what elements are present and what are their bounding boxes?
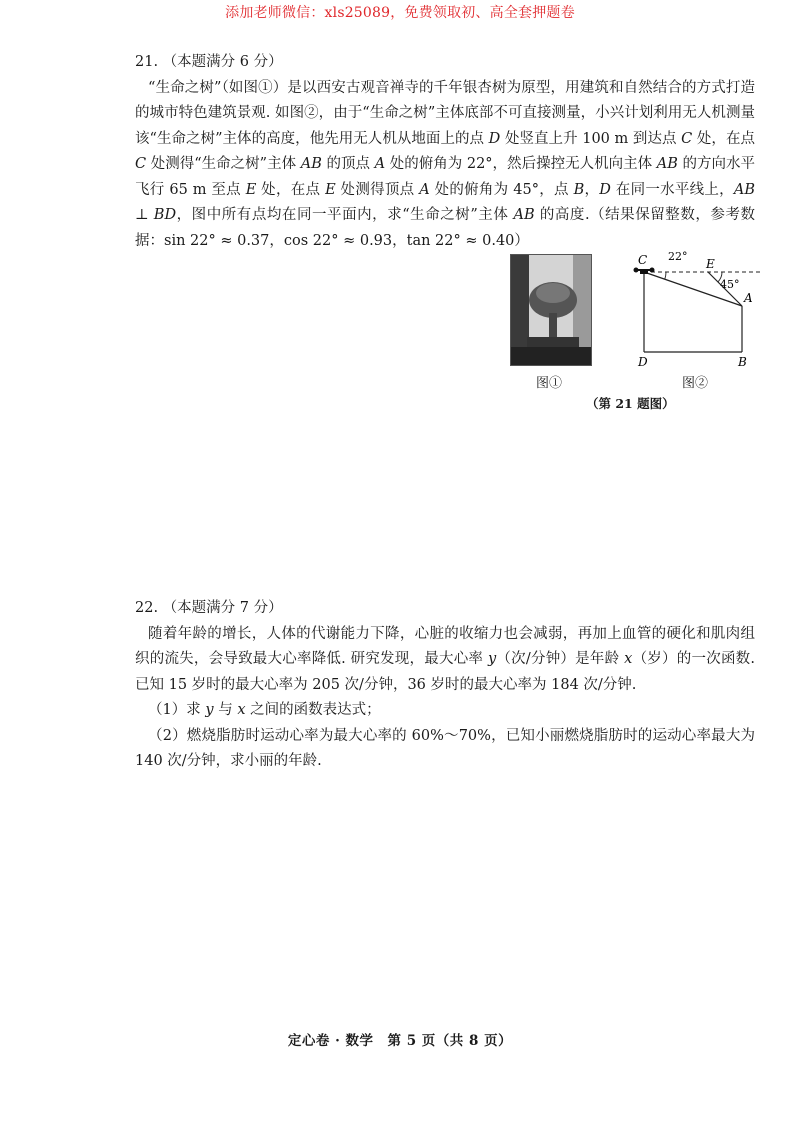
math-variable: C [135, 156, 147, 172]
label-C: C [638, 253, 648, 267]
angle-45-label: 45° [720, 278, 740, 291]
text-run: 之间的函数表达式； [245, 702, 381, 718]
page-footer: 定心卷 · 数学 第 5 页（共 8 页） [287, 1033, 513, 1049]
math-variable: A [419, 181, 430, 198]
question-22-part-1 [135, 698, 755, 724]
math-variable: y [487, 651, 497, 667]
text-run: 与 [213, 702, 238, 718]
text-run: 处测得顶点 [335, 181, 420, 198]
watermark-banner: 添加老师微信：xls25089，免费领取初、高全套押题卷 [225, 5, 575, 21]
text-run: （1）求 [148, 702, 206, 718]
math-variable: y [205, 702, 214, 718]
text-run: 处的俯角为 22°，然后操控无人机向主体 [385, 156, 657, 172]
text-run: 的顶点 [321, 156, 375, 172]
label-B: B [738, 355, 747, 368]
math-variable: E [325, 181, 336, 198]
text-run: 随着年龄的增长，人体的代谢能力下降，心脏的收缩力也会减弱，再加上血管的硬化和肌肉组织的流失，会导致最大心率降低. 研究发现，最大心率 [135, 625, 755, 667]
tree-of-life-photo [510, 254, 592, 366]
math-variable: D [599, 181, 611, 198]
question-22 [135, 596, 755, 775]
text-run: 的高度.（结果保留整数，参考数据：sin 22° ≈ 0.37，cos 22° ≈ 0.93，tan 22° ≈ 0.40） [135, 207, 756, 249]
text-run: （次/分钟）是年龄 [496, 651, 625, 667]
figure-1-caption: 图① [536, 376, 563, 391]
math-variable: AB [656, 156, 678, 172]
label-D: D [638, 355, 648, 368]
text-run: ，图中所有点均在同一平面内，求“生命之树”主体 [176, 207, 514, 223]
math-variable: AB [300, 156, 322, 172]
math-variable: A [374, 156, 386, 172]
angle-22-label: 22° [668, 250, 688, 263]
question-21-body [135, 76, 755, 255]
math-variable: C [681, 130, 693, 147]
drone-icon [634, 268, 655, 275]
question-22-body [135, 622, 755, 699]
math-variable: BD [153, 207, 177, 223]
math-variable: B [573, 181, 585, 198]
text-run: 处测得“生命之树”主体 [146, 156, 301, 172]
math-variable: D [488, 130, 501, 147]
label-A: A [744, 291, 753, 305]
geometry-diagram [624, 248, 764, 368]
math-variable: AB [513, 207, 535, 223]
question-21-header: 21. （本题满分 6 分） [135, 54, 283, 70]
math-variable: AB [733, 181, 756, 198]
question-22-part-2: （2）燃烧脂肪时运动心率为最大心率的 60%～70%，已知小丽燃烧脂肪时的运动心率最大为 140 次/分钟，求小丽的年龄. [135, 727, 755, 769]
question-22-header: 22. （本题满分 7 分） [135, 600, 283, 616]
label-E: E [706, 257, 715, 271]
math-variable: x [237, 702, 246, 718]
text-run: ， [584, 181, 600, 198]
figure-21-label: （第 21 题图） [586, 396, 675, 411]
text-run: （岁）的一次函数. 已知 15 岁时的最大心率为 205 次/分钟，36 岁时的最大心率为 184 次/分钟. [135, 651, 756, 693]
text-run: 在同一水平线上， [610, 181, 734, 198]
text-run: 处，在点 [692, 130, 755, 147]
figure-21 [506, 248, 766, 418]
text-run: ⊥ [135, 207, 154, 223]
text-run: “生命之树”（如图①）是以西安古观音禅寺的千年银杏树为原型，用建筑和自然结合的方式打造的城市特色建筑景观. 如图②，由于“生命之树”主体底部不可直接测量，小兴计划利用无人机测量该“生命之树”主体的高度，他先用无人机从地面上的点 [135, 79, 755, 147]
figure-2-caption: 图② [682, 376, 709, 391]
question-21 [135, 50, 755, 254]
text-run: 处竖直上升 100 m 到达点 [500, 130, 682, 147]
text-run: 的方向水平飞行 65 m 至点 [135, 156, 756, 198]
text-run: 处的俯角为 45°，点 [429, 181, 574, 198]
math-variable: E [245, 181, 257, 198]
text-run: 处，在点 [256, 181, 326, 198]
math-variable: x [624, 651, 633, 667]
